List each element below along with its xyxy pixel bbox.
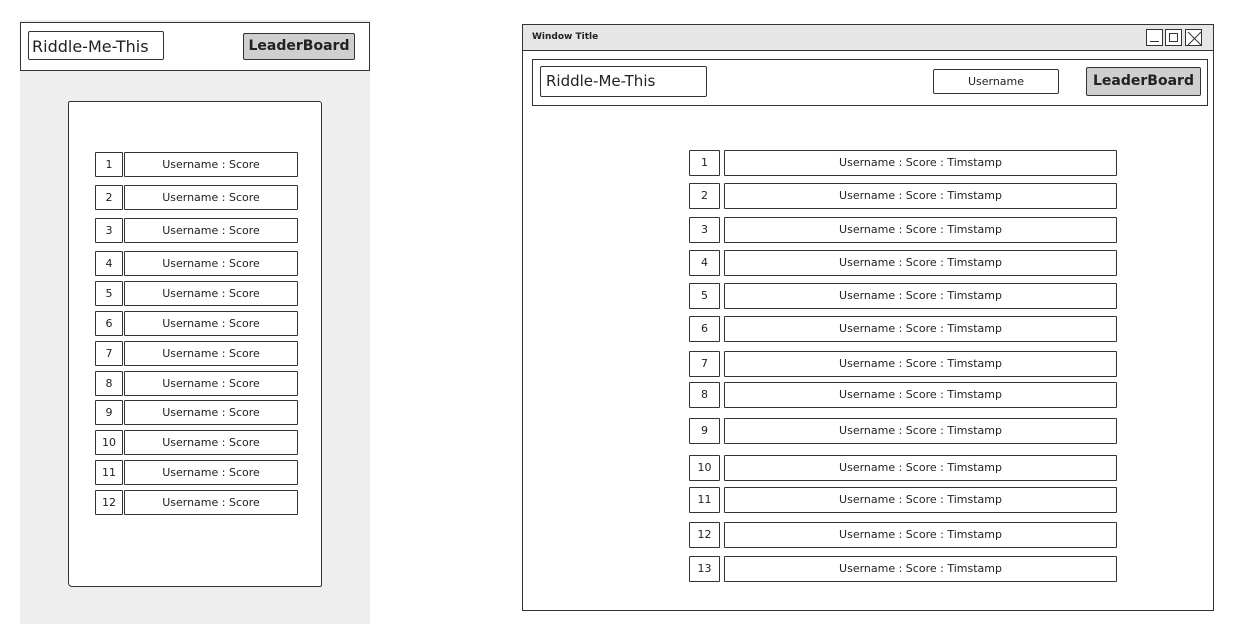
mobile-header bbox=[20, 22, 370, 71]
entry-cell: Username : Score bbox=[124, 430, 298, 455]
rank-cell: 3 bbox=[95, 218, 123, 243]
rank-cell: 12 bbox=[689, 522, 720, 548]
entry-cell: Username : Score bbox=[124, 400, 298, 425]
mobile-brand-title[interactable]: Riddle-Me-This bbox=[28, 31, 164, 60]
rank-cell: 5 bbox=[95, 281, 123, 306]
entry-cell: Username : Score : Timstamp bbox=[724, 522, 1117, 548]
maximize-icon[interactable] bbox=[1165, 29, 1182, 46]
desktop-leaderboard-button[interactable]: LeaderBoard bbox=[1086, 67, 1201, 96]
rank-cell: 8 bbox=[689, 382, 720, 408]
window-title: Window Title bbox=[532, 32, 599, 42]
rank-cell: 2 bbox=[689, 183, 720, 209]
rank-cell: 11 bbox=[95, 460, 123, 485]
rank-cell: 10 bbox=[95, 430, 123, 455]
entry-cell: Username : Score bbox=[124, 341, 298, 366]
entry-cell: Username : Score : Timstamp bbox=[724, 150, 1117, 176]
rank-cell: 5 bbox=[689, 283, 720, 309]
entry-cell: Username : Score : Timstamp bbox=[724, 487, 1117, 513]
rank-cell: 6 bbox=[689, 316, 720, 342]
rank-cell: 11 bbox=[689, 487, 720, 513]
rank-cell: 4 bbox=[689, 250, 720, 276]
desktop-brand-title[interactable]: Riddle-Me-This bbox=[540, 66, 707, 97]
rank-cell: 8 bbox=[95, 371, 123, 396]
entry-cell: Username : Score : Timstamp bbox=[724, 283, 1117, 309]
rank-cell: 9 bbox=[689, 418, 720, 444]
rank-cell: 12 bbox=[95, 490, 123, 515]
mobile-mockup bbox=[20, 20, 370, 624]
rank-cell: 7 bbox=[689, 351, 720, 377]
username-field[interactable]: Username bbox=[933, 69, 1059, 94]
entry-cell: Username : Score bbox=[124, 218, 298, 243]
entry-cell: Username : Score bbox=[124, 311, 298, 336]
entry-cell: Username : Score bbox=[124, 251, 298, 276]
rank-cell: 9 bbox=[95, 400, 123, 425]
entry-cell: Username : Score : Timstamp bbox=[724, 351, 1117, 377]
entry-cell: Username : Score : Timstamp bbox=[724, 382, 1117, 408]
entry-cell: Username : Score : Timstamp bbox=[724, 217, 1117, 243]
rank-cell: 13 bbox=[689, 556, 720, 582]
rank-cell: 1 bbox=[689, 150, 720, 176]
rank-cell: 1 bbox=[95, 152, 123, 177]
entry-cell: Username : Score : Timstamp bbox=[724, 556, 1117, 582]
desktop-header bbox=[532, 59, 1208, 106]
entry-cell: Username : Score bbox=[124, 185, 298, 210]
entry-cell: Username : Score bbox=[124, 281, 298, 306]
mobile-leaderboard-button[interactable]: LeaderBoard bbox=[243, 33, 355, 60]
window-titlebar[interactable] bbox=[523, 25, 1213, 51]
entry-cell: Username : Score bbox=[124, 490, 298, 515]
rank-cell: 4 bbox=[95, 251, 123, 276]
entry-cell: Username : Score : Timstamp bbox=[724, 418, 1117, 444]
rank-cell: 2 bbox=[95, 185, 123, 210]
entry-cell: Username : Score : Timstamp bbox=[724, 316, 1117, 342]
entry-cell: Username : Score : Timstamp bbox=[724, 455, 1117, 481]
rank-cell: 6 bbox=[95, 311, 123, 336]
entry-cell: Username : Score : Timstamp bbox=[724, 250, 1117, 276]
minimize-icon[interactable] bbox=[1146, 29, 1163, 46]
close-icon[interactable] bbox=[1185, 29, 1202, 46]
rank-cell: 10 bbox=[689, 455, 720, 481]
entry-cell: Username : Score bbox=[124, 152, 298, 177]
rank-cell: 3 bbox=[689, 217, 720, 243]
rank-cell: 7 bbox=[95, 341, 123, 366]
desktop-window bbox=[522, 24, 1214, 611]
entry-cell: Username : Score bbox=[124, 460, 298, 485]
entry-cell: Username : Score bbox=[124, 371, 298, 396]
entry-cell: Username : Score : Timstamp bbox=[724, 183, 1117, 209]
